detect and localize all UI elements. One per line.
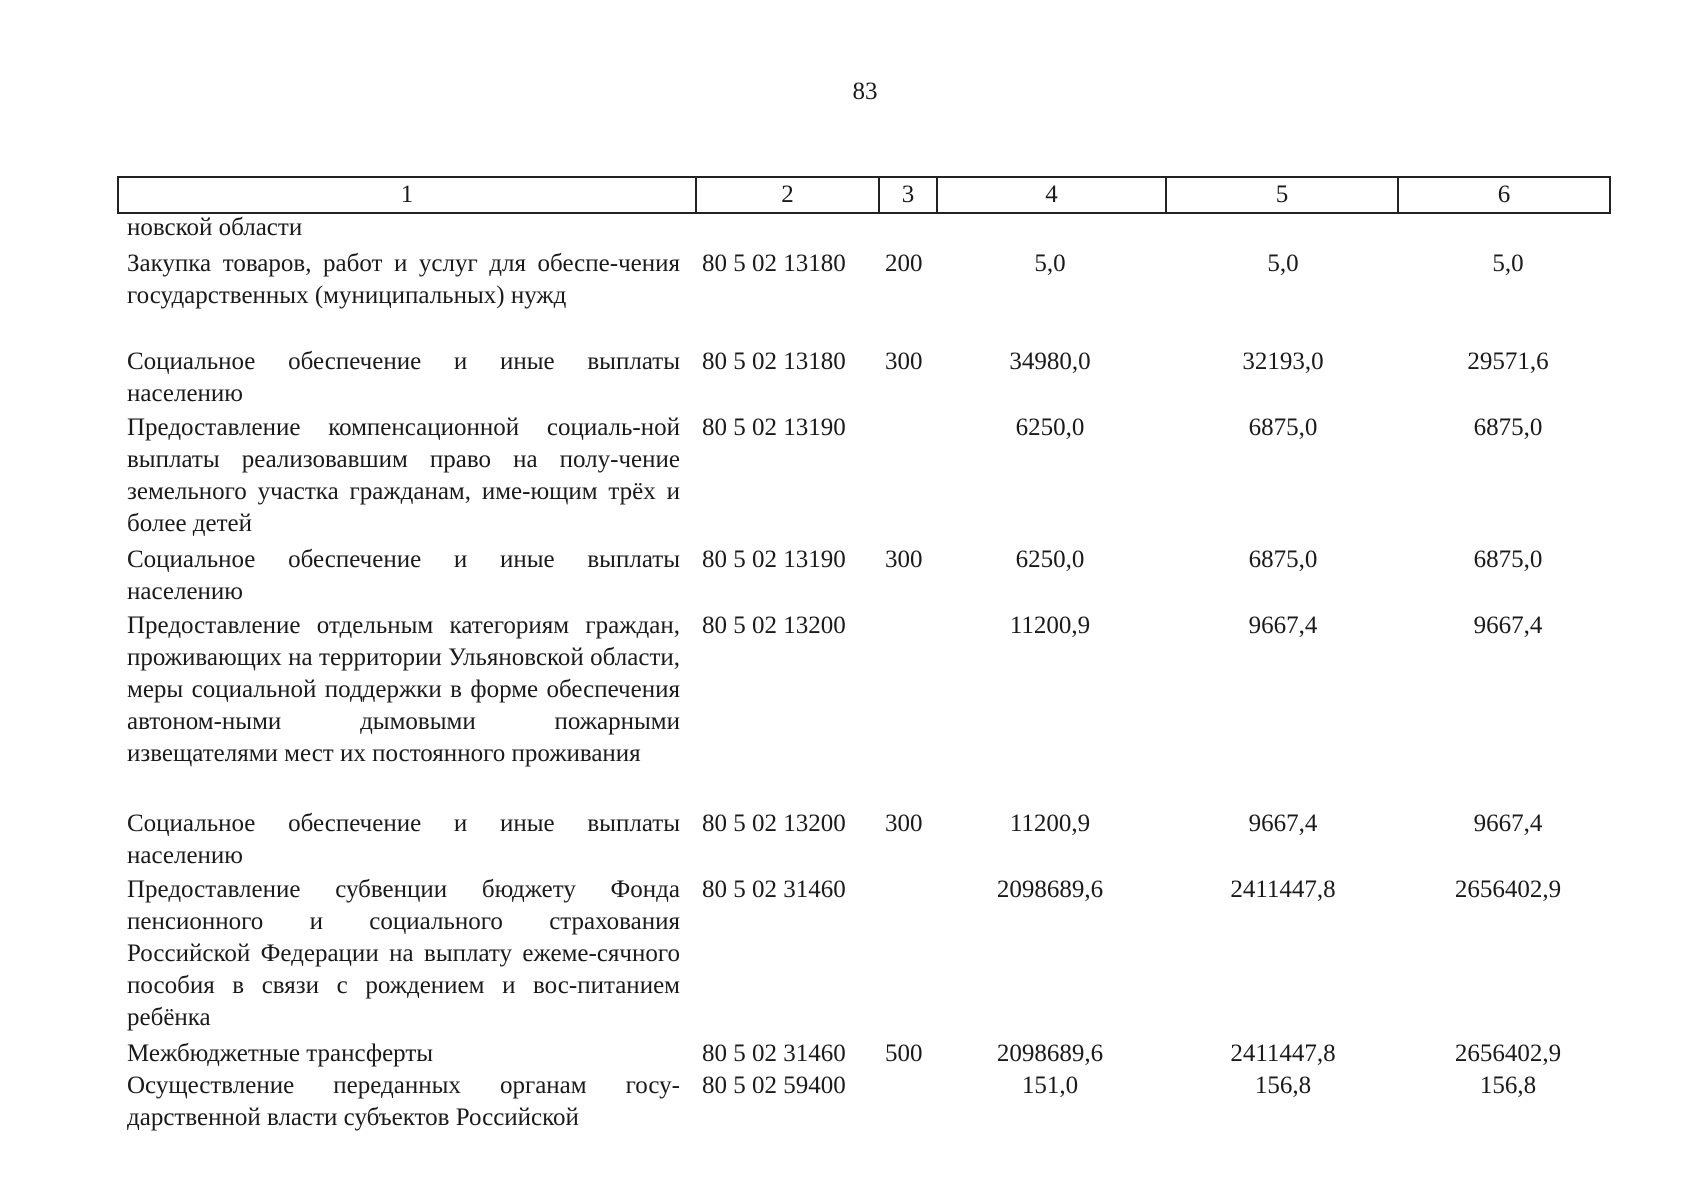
row-value-6: 9667,4 — [1473, 810, 1543, 837]
row-value-5: 156,8 — [1254, 1072, 1312, 1099]
row-type: 300 — [885, 348, 923, 375]
row-description: Предоставление субвенции бюджету Фонда пенсионного и социального страхования Российской Федерации на выплату ежеме-сячного пособия в связи с рождением и вос-питанием ребёнка — [127, 876, 680, 1031]
row-value-5: 6875,0 — [1248, 414, 1318, 441]
row-description: Межбюджетные трансферты — [127, 1040, 434, 1067]
row-code: 80 5 02 31460 — [702, 876, 846, 903]
row-value-5: 2411447,8 — [1230, 876, 1336, 903]
row-value-4: 151,0 — [1021, 1072, 1079, 1099]
row-code: 80 5 02 13200 — [702, 810, 846, 837]
row-description: Предоставление компенсационной социаль-ной выплаты реализовавшим право на полу-чение земельного участка гражданам, име-ющим трёх и более детей — [127, 414, 680, 537]
row-value-4: 2098689,6 — [996, 876, 1104, 903]
row-code: 80 5 02 13190 — [702, 546, 846, 573]
row-value-4: 6250,0 — [1015, 414, 1085, 441]
row-description: Социальное обеспечение и иные выплаты населению — [127, 348, 680, 407]
row-value-6: 2656402,9 — [1454, 876, 1562, 903]
row-description: Осуществление переданных органам госу-дарственной власти субъектов Российской — [127, 1072, 680, 1131]
row-value-5: 9667,4 — [1248, 612, 1318, 639]
row-value-5: 2411447,8 — [1230, 1040, 1336, 1067]
row-value-6: 9667,4 — [1473, 612, 1543, 639]
row-value-4: 2098689,6 — [996, 1040, 1104, 1067]
row-value-4: 34980,0 — [1009, 348, 1091, 375]
row-code: 80 5 02 31460 — [702, 1040, 846, 1067]
row-code: 80 5 02 13180 — [702, 348, 846, 375]
row-description: Социальное обеспечение и иные выплаты населению — [127, 810, 680, 869]
row-value-5: 9667,4 — [1248, 810, 1318, 837]
row-code: 80 5 02 13190 — [702, 414, 846, 441]
row-description: новской области — [127, 214, 303, 241]
row-value-6: 6875,0 — [1473, 414, 1543, 441]
row-value-6: 2656402,9 — [1454, 1040, 1562, 1067]
row-value-6: 156,8 — [1479, 1072, 1537, 1099]
row-value-4: 11200,9 — [1009, 612, 1091, 639]
row-value-4: 5,0 — [1034, 250, 1066, 277]
column-header-4: 4 — [938, 178, 1167, 212]
column-header-1: 1 — [119, 178, 697, 212]
row-description: Закупка товаров, работ и услуг для обеспе-чения государственных (муниципальных) нужд — [127, 250, 680, 309]
row-type: 200 — [885, 250, 923, 277]
row-value-6: 6875,0 — [1473, 546, 1543, 573]
column-header-5: 5 — [1167, 178, 1399, 212]
row-value-6: 5,0 — [1492, 250, 1524, 277]
row-code: 80 5 02 13200 — [702, 612, 846, 639]
row-value-5: 32193,0 — [1242, 348, 1324, 375]
row-type: 300 — [885, 546, 923, 573]
row-type: 300 — [885, 810, 923, 837]
row-value-5: 5,0 — [1267, 250, 1299, 277]
column-header-2: 2 — [697, 178, 880, 212]
column-header-6: 6 — [1497, 181, 1511, 208]
row-type: 500 — [885, 1040, 923, 1067]
row-code: 80 5 02 59400 — [702, 1072, 846, 1099]
row-description: Социальное обеспечение и иные выплаты населению — [127, 546, 680, 605]
row-value-6: 29571,6 — [1467, 348, 1549, 375]
column-header-3: 3 — [880, 178, 938, 212]
row-value-4: 6250,0 — [1015, 546, 1085, 573]
page-number: 83 — [852, 78, 878, 105]
row-description: Предоставление отдельным категориям граждан, проживающих на территории Ульяновской области, меры социальной поддержки в форме обеспечения автоном-ными дымовыми пожарными извещателями мест их постоянного проживания — [127, 612, 680, 767]
row-value-4: 11200,9 — [1009, 810, 1091, 837]
row-code: 80 5 02 13180 — [702, 250, 846, 277]
row-value-5: 6875,0 — [1248, 546, 1318, 573]
